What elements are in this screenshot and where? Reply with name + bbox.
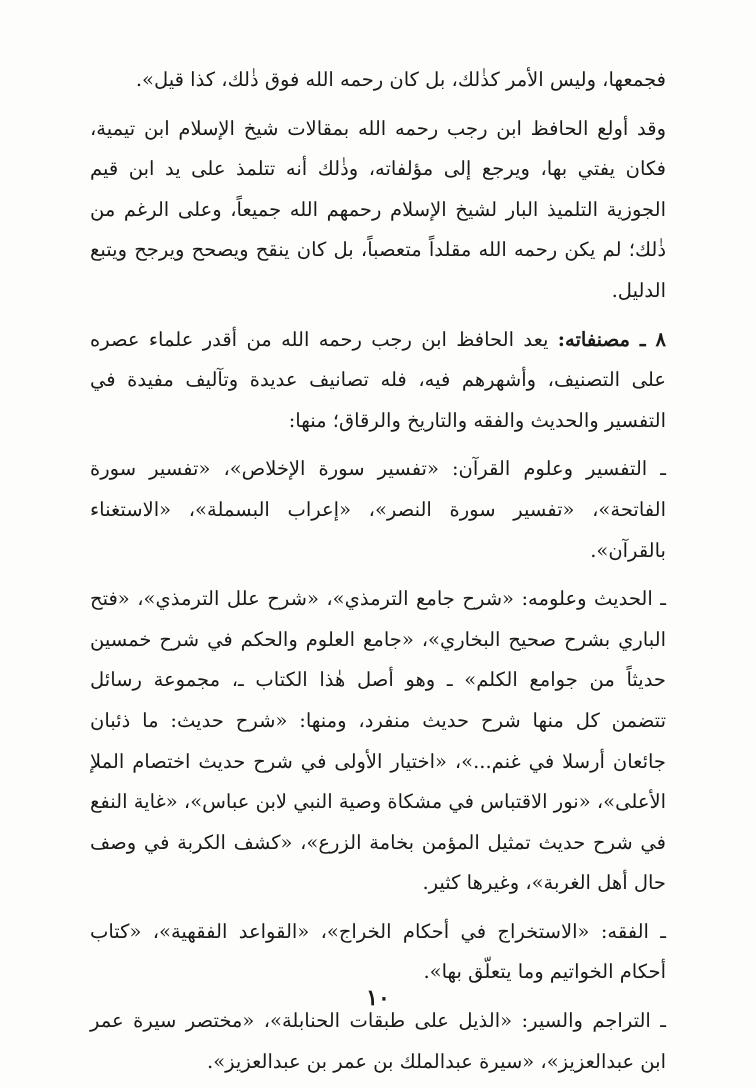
list-item-fiqh: ـ الفقه: «الاستخراج في أحكام الخراج»، «القواعد الفقهية»، «كتاب أحكام الخواتيم وما يتعلّق بها». [90, 919, 666, 984]
page-number: ١٠ [366, 985, 390, 1011]
body-text [90, 60, 666, 1082]
list-item-tafsir: ـ التفسير وعلوم القرآن: «تفسير سورة الإخلاص»، «تفسير سورة الفاتحة»، «تفسير سورة النصر»، «إعراب البسملة»، «الاستغناء بالقرآن». [90, 457, 666, 562]
section-paragraph [90, 320, 666, 442]
section-heading: ٨ ـ مصنفاته: [557, 327, 667, 351]
paragraph-2: وقد أولع الحافظ ابن رجب رحمه الله بمقالات شيخ الإسلام ابن تيمية، فكان يفتي بها، ويرجع إلى مؤلفاته، وذٰلك أنه تتلمذ على يد ابن قيم الجوزية التلميذ البار لشيخ الإسلام رحمهم الله جميعاً، وعلى الرغم من ذٰلك؛ لم يكن رحمه الله مقلداً متعصباً، بل كان ينقح ويصحح ويرجح ويتبع الدليل. [90, 116, 666, 302]
list-item-hadith: ـ الحديث وعلومه: «شرح جامع الترمذي»، «شرح علل الترمذي»، «فتح الباري بشرح صحيح البخاري»، «جامع العلوم والحكم في شرح خمسين حديثاً من جوامع الكلم» ـ وهو أصل هٰذا الكتاب ـ، مجموعة رسائل تتضمن كل منها شرح حديث منفرد، ومنها: «شرح حديث: ما ذئبان جائعان أرسلا في غنم...»، «اختيار الأولى في شرح حديث اختصام الملإ الأعلى»، «نور الاقتباس في مشكاة وصية النبي لابن عباس»، «غاية النفع في شرح حديث تمثيل المؤمن بخامة الزرع»، «كشف الكربة في وصف حال أهل الغربة»، وغيرها كثير. [90, 587, 666, 895]
paragraph-1: فجمعها، وليس الأمر كذٰلك، بل كان رحمه الله فوق ذٰلك، كذا قيل». [135, 68, 666, 91]
list-item-biographies: ـ التراجم والسير: «الذيل على طبقات الحنابلة»، «مختصر سيرة عمر ابن عبدالعزيز»، «سيرة عبدالملك بن عمر بن عبدالعزيز». [90, 1009, 666, 1073]
section-intro: يعد الحافظ ابن رجب رحمه الله من أقدر علماء عصره على التصنيف، وأشهرهم فيه، فله تصانيف عديدة وتآليف مفيدة في التفسير والحديث والفقه والتاريخ والرقاق؛ منها: [90, 327, 666, 432]
